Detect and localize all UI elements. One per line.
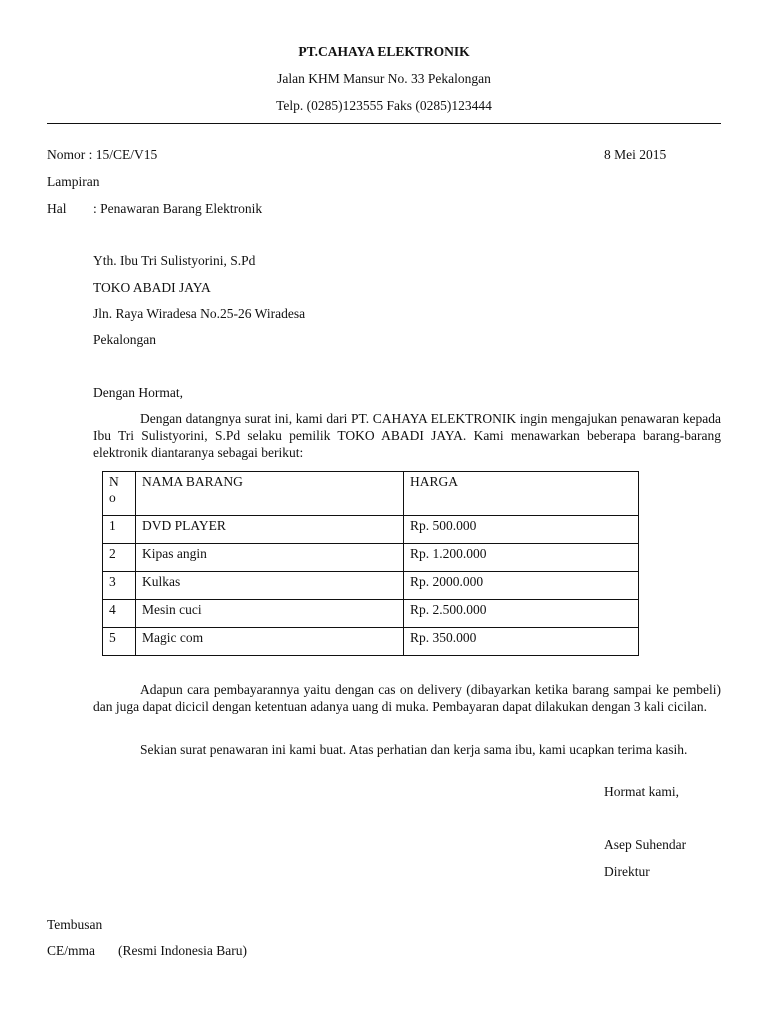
header-no: No xyxy=(103,472,136,516)
company-address: Jalan KHM Mansur No. 33 Pekalongan xyxy=(277,71,491,86)
table-header-row xyxy=(103,472,639,516)
row-number: 3 xyxy=(103,572,136,600)
row-price: Rp. 2.500.000 xyxy=(404,600,639,628)
letter-number: Nomor : 15/CE/V15 xyxy=(47,147,158,162)
recipient-name: Yth. Ibu Tri Sulistyorini, S.Pd xyxy=(93,253,256,268)
recipient-city: Pekalongan xyxy=(93,332,156,347)
items-table xyxy=(102,471,639,656)
recipient-store: TOKO ABADI JAYA xyxy=(93,280,211,295)
closing-paragraph xyxy=(93,741,721,758)
subject-label: Hal xyxy=(47,201,67,216)
company-contact: Telp. (0285)123555 Faks (0285)123444 xyxy=(276,98,492,113)
row-item-name: Mesin cuci xyxy=(136,600,404,628)
table-row xyxy=(103,628,639,656)
intro-paragraph xyxy=(93,410,721,461)
row-item-name: Kulkas xyxy=(136,572,404,600)
subject-value: : Penawaran Barang Elektronik xyxy=(93,201,263,216)
row-price: Rp. 350.000 xyxy=(404,628,639,656)
payment-paragraph xyxy=(93,681,721,715)
cc-label: Tembusan xyxy=(47,917,103,932)
payment-text: Adapun cara pembayarannya yaitu dengan cas on delivery (dibayarkan ketika barang sampai ke pembeli) dan juga dapat dicicil dengan ketentuan adanya uang di muka. Pembayaran dapat dilakukan dengan 3 kali cicilan. xyxy=(93,682,721,714)
letter-date: 8 Mei 2015 xyxy=(604,147,667,162)
signature-salutation: Hormat kami, xyxy=(604,784,679,799)
signatory-name: Asep Suhendar xyxy=(604,837,687,852)
signatory-title: Direktur xyxy=(604,864,650,879)
row-item-name: Kipas angin xyxy=(136,544,404,572)
row-item-name: Magic com xyxy=(136,628,404,656)
attachment-label: Lampiran xyxy=(47,174,100,189)
row-price: Rp. 500.000 xyxy=(404,516,639,544)
row-price: Rp. 1.200.000 xyxy=(404,544,639,572)
row-number: 2 xyxy=(103,544,136,572)
cc-code: CE/mma xyxy=(47,943,95,958)
intro-text: Dengan datangnya surat ini, kami dari PT. CAHAYA ELEKTRONIK ingin mengajukan penawaran kepada Ibu Tri Sulistyorini, S.Pd selaku pemilik TOKO ABADI JAYA. Kami menawarkan beberapa barang-barang elektronik diantaranya sebagai berikut: xyxy=(93,411,721,460)
greeting: Dengan Hormat, xyxy=(93,385,183,400)
header-price: HARGA xyxy=(404,472,639,516)
row-number: 5 xyxy=(103,628,136,656)
row-price: Rp. 2000.000 xyxy=(404,572,639,600)
company-name: PT.CAHAYA ELEKTRONIK xyxy=(298,44,470,59)
row-number: 1 xyxy=(103,516,136,544)
table-row xyxy=(103,572,639,600)
recipient-street: Jln. Raya Wiradesa No.25-26 Wiradesa xyxy=(93,306,306,321)
row-number: 4 xyxy=(103,600,136,628)
table-row xyxy=(103,516,639,544)
cc-note: (Resmi Indonesia Baru) xyxy=(118,943,247,958)
table-row xyxy=(103,544,639,572)
row-item-name: DVD PLAYER xyxy=(136,516,404,544)
table-row xyxy=(103,600,639,628)
header-divider xyxy=(47,123,721,124)
closing-text: Sekian surat penawaran ini kami buat. Atas perhatian dan kerja sama ibu, kami ucapkan terima kasih. xyxy=(140,742,688,757)
header-item-name: NAMA BARANG xyxy=(136,472,404,516)
